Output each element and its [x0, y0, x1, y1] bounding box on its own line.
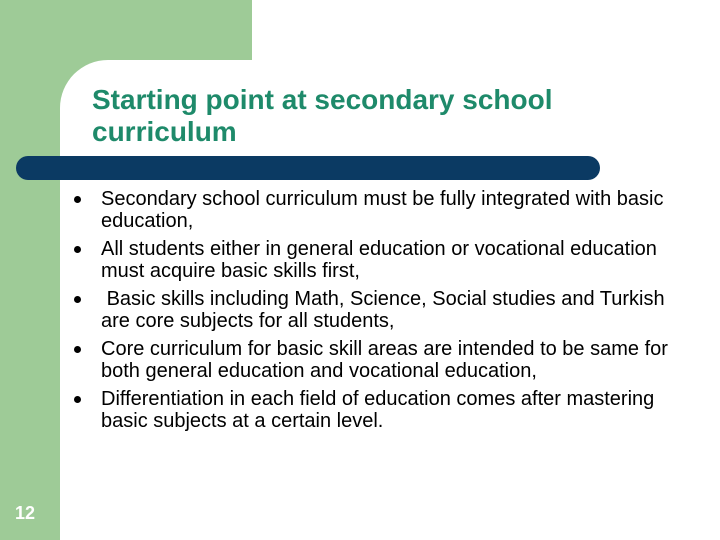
slide-number: 12: [15, 503, 36, 523]
bullet-item: [74, 238, 674, 282]
bullet-list: [74, 188, 674, 438]
slide-title: Starting point at secondary school curriculum: [92, 84, 553, 147]
bullet-text: Secondary school curriculum must be fully integrated with basic education,: [101, 188, 664, 232]
bullet-item: [74, 338, 674, 382]
bullet-item: [74, 188, 674, 232]
title-underline-bar: [16, 156, 600, 180]
bullet-text: Core curriculum for basic skill areas are intended to be same for both general education and vocational education,: [101, 338, 668, 382]
bullet-item: [74, 388, 674, 432]
bullet-dot-icon: [74, 246, 81, 253]
bullet-item: [74, 288, 674, 332]
bullet-dot-icon: [74, 346, 81, 353]
bullet-text: All students either in general education or vocational education must acquire basic skills first,: [101, 238, 657, 282]
bullet-dot-icon: [74, 396, 81, 403]
bullet-dot-icon: [74, 296, 81, 303]
bullet-text: Basic skills including Math, Science, Social studies and Turkish are core subjects for all students,: [101, 288, 671, 332]
bullet-dot-icon: [74, 196, 81, 203]
bullet-text: Differentiation in each field of education comes after mastering basic subjects at a certain level.: [101, 388, 655, 432]
